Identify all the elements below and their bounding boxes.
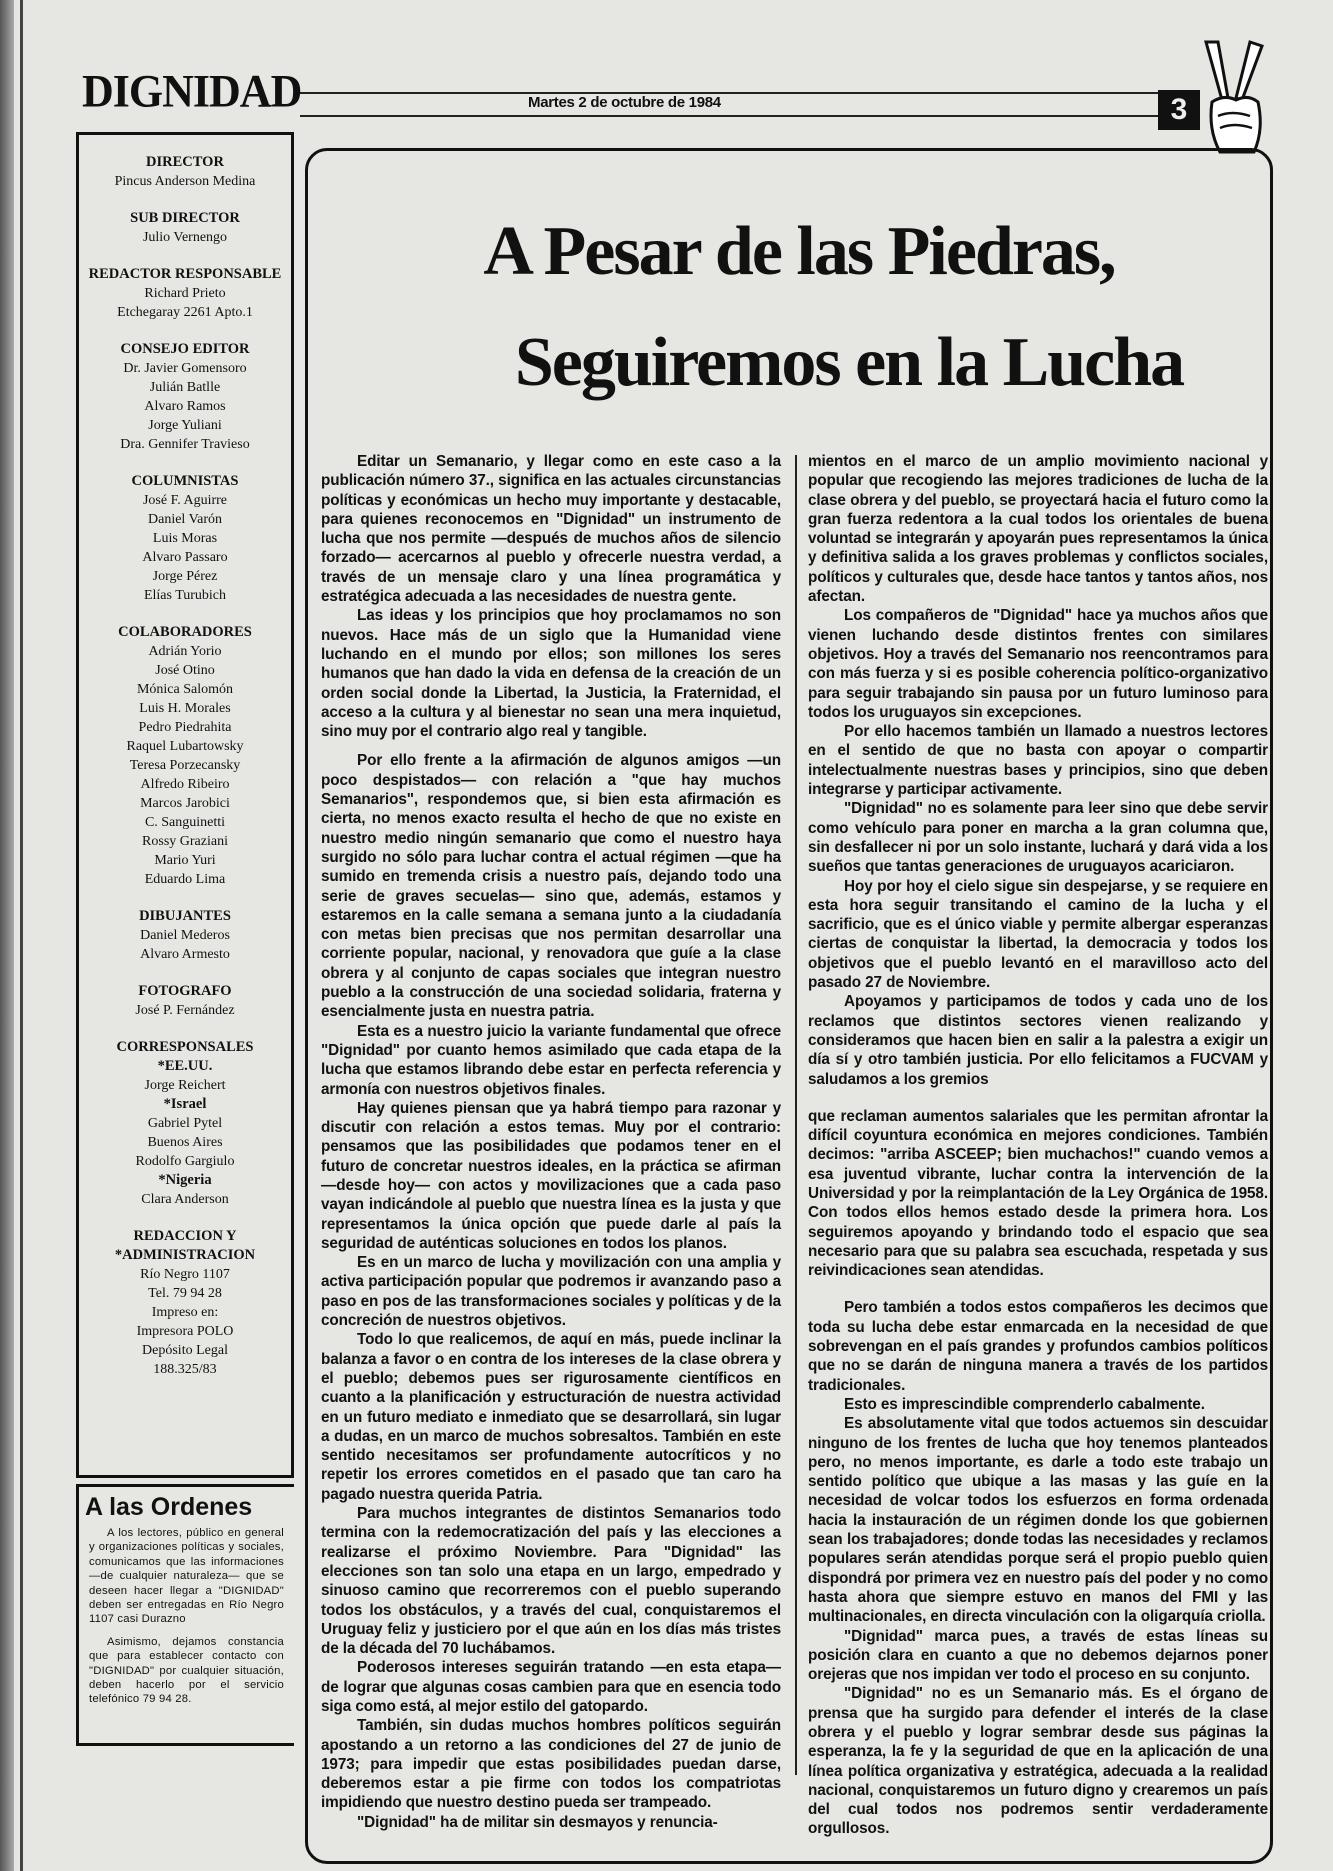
staff-name: Alvaro Passaro [142,550,228,565]
staff-name: Buenos Aires [147,1135,223,1150]
staff-group [79,1038,291,1209]
staff-name: Río Negro 1107 [140,1267,230,1282]
staff-group [79,1227,291,1379]
staff-name: Pedro Piedrahita [138,720,232,735]
staff-name: José Otino [155,663,215,678]
article-paragraph: "Dignidad" no es solamente para leer sino que debe servir como vehículo para poner en marcha a la gran columna que, sin desfallecer ni por un solo instante, luchará y dará vida a los sueños que tantas generaciones de uruguayos acariciaron. [808,800,1268,876]
staff-heading: REDACTOR RESPONSABLE [88,266,282,282]
staff-heading: DIBUJANTES [139,908,231,924]
article-paragraph: Hay quienes piensan que ya habrá tiempo para razonar y discutir con relación a estos temas. Muy por el contrario: pensamos que las posibilidades que podamos tener en el futuro de concretar nuestros ideales, en la práctica se afirman —desde hoy— con actos y movilizaciones que a cada paso vayan indicándole al pueblo que nuestra línea es la justa y que representamos la única opción que puede darle al país la seguridad de auténticas soluciones en todos los planos. [321,1099,781,1252]
staff-name: Jorge Reichert [144,1078,226,1093]
staff-name: Daniel Mederos [140,928,230,943]
scan-edge [0,0,14,1871]
staff-name: *Israel [163,1096,207,1112]
notice-box [76,1484,294,1746]
staff-group [79,623,291,889]
staff-box [76,132,294,1478]
article-paragraph: Es absolutamente vital que todos actuemos sin descuidar ninguno de los frentes de lucha que hoy tenemos planteados pero, no menos importante, es darle a todo este trabajo un sentido político que ubique a las masas y las guíe en la necesidad de volcar todos los esfuerzos en forma ordenada hacia la instauración de un régimen donde los que gobiernen sean los trabajadores; donde todas las necesidades y reclamos populares serán atendidas porque será el propio pueblo quien dispondrá por primera vez en nuestro país del poder y no como hasta ahora que siempre estuvo en manos del FMI y las multinacionales, en directa vinculación con la oligarquía criolla. [808,1415,1268,1626]
staff-name: *ADMINISTRACION [114,1247,256,1263]
article-paragraph: También, sin dudas muchos hombres políticos seguirán apostando a un retorno a las condiciones del 27 de junio de 1973; para impedir que estas posibilidades puedan darse, deberemos estar a pie firme con todos los compatriotas impidiendo que nuestro destino pueda ser trampeado. [321,1717,781,1812]
staff-name: Clara Anderson [141,1192,229,1207]
staff-heading: REDACCION Y [133,1228,237,1244]
article-paragraph: Esta es a nuestro juicio la variante fundamental que ofrece "Dignidad" por cuanto hemos asimilado que cada etapa de la lucha que estamos librando debe estar en perfecta referencia y armonía con nuestros objetivos finales. [321,1022,781,1098]
article-paragraph: Es en un marco de lucha y movilización con una amplia y activa participación popular que podremos ir avanzando paso a paso en pos de las transformaciones sociales y políticas y de la concreción de nuestros objetivos. [321,1254,781,1330]
staff-name: Alvaro Ramos [144,399,226,414]
staff-name: José P. Fernández [135,1003,235,1018]
staff-name: Depósito Legal [142,1343,228,1358]
staff-heading: CORRESPONSALES [116,1039,254,1055]
column-divider [795,455,797,1775]
staff-heading: COLUMNISTAS [131,473,239,489]
article-column-right [808,452,1268,1838]
staff-name: Alfredo Ribeiro [140,777,230,792]
staff-name: Dra. Gennifer Travieso [120,437,250,452]
staff-name: C. Sanguinetti [144,815,226,830]
staff-name: Daniel Varón [148,512,222,527]
staff-name: Alvaro Armesto [140,947,230,962]
staff-group [79,340,291,454]
staff-name: Luis Moras [152,531,218,546]
staff-name: Etchegaray 2261 Apto.1 [117,305,253,320]
staff-name: Julio Vernengo [142,230,228,245]
staff-group [79,907,291,964]
staff-name: Elías Turubich [143,588,227,603]
staff-name: Luis H. Morales [139,701,231,716]
headline-line-1: A Pesar de las Piedras, [483,213,1115,290]
staff-group [79,982,291,1020]
article-paragraph: Hoy por hoy el cielo sigue sin despejarse, y se requiere en esta hora seguir transitando el camino de la lucha y el sacrificio, que es el único viable y permite albergar esperanzas ciertas de conquistar la libertad, la democracia y todos los objetivos que el pueblo levantó en el maravilloso acto del pasado 27 de Noviembre. [808,877,1268,992]
staff-name: Richard Prieto [144,286,226,301]
article-paragraph: "Dignidad" no es un Semanario más. Es el órgano de prensa que ha surgido para defender el interés de la clase obrera y el pueblo y lograr sembrar desde sus páginas la esperanza, la fe y la seguridad de que en la aplicación de una línea política organizativa y estratégica, adecuada a la realidad nacional, conquistaremos un futuro digno y crearemos un país del cual todos nos podremos sentir verdaderamente orgullosos. [808,1685,1268,1838]
staff-group [79,209,291,247]
staff-name: Impreso en: [151,1305,219,1320]
page-number: 3 [1158,90,1200,130]
article-paragraph: Por ello frente a la afirmación de algunos amigos —un poco despistados— con relación a "que hay muchos Semanarios", respondemos que, si bien esta afirmación es cierta, no menos exacto resulta el hecho de que no existe en nuestro medio ningún semanario que como el nuestro haya surgido no sólo para luchar contra el actual régimen —que ha sumido en tremenda crisis a nuestro país, dejando todo una serie de graves secuelas— sino que, además, estamos y estaremos en la calle semana a semana junto a la ciudadanía con metas bien precisas que nos permitan desarrollar una corriente popular, nacional, y renovadora que guíe a la clase obrera y al conjunto de capas sociales que integran nuestro pueblo a la construcción de una sociedad solidaria, fraterna y esencialmente justa en nuestra patria. [321,752,781,1021]
staff-name: Gabriel Pytel [147,1116,223,1131]
staff-name: Mónica Salomón [136,682,234,697]
staff-name: Marcos Jarobici [140,796,230,811]
staff-group [79,153,291,191]
staff-name: *Nigeria [158,1172,212,1188]
staff-name: Teresa Porzecansky [129,758,241,773]
masthead-logo: DIGNIDAD [82,65,302,118]
staff-name: 188.325/83 [153,1362,217,1377]
staff-group [79,472,291,605]
staff-name: Adrián Yorio [148,644,222,659]
staff-name: Rossy Graziani [142,834,228,849]
headline-line-2: Seguiremos en la Lucha [514,324,1184,401]
article-paragraph: que reclaman aumentos salariales que les permitan afrontar la difícil coyuntura económica en mejores condiciones. También decimos: "arriba ASCEEP; bien muchachos!" cuando vemos a esa juventud vibrante, luchar contra la intervención de la Universidad y por la reimplantación de la Ley Orgánica de 1958. Con todos ellos hemos estado desde la primera hora. Los seguiremos apoyando y brindando todo el espacio que sea necesario para que su palabra sea escuchada, respetada y sus reivindicaciones sean atendidas. [808,1107,1268,1280]
staff-name: Pincus Anderson Medina [114,174,256,189]
staff-heading: DIRECTOR [146,154,224,170]
staff-group [79,265,291,322]
staff-heading: SUB DIRECTOR [130,210,240,226]
article-paragraph: Por ello hacemos también un llamado a nuestros lectores en el sentido de que no basta con apoyar o compartir intelectualmente nuestras bases y principios, sino que deben integrarse y participar activamente. [808,723,1268,799]
staff-name: Raquel Lubartowsky [126,739,244,754]
notice-title: A las Ordenes [85,1493,253,1521]
staff-name: *EE.UU. [157,1058,213,1074]
staff-name: Julián Batlle [149,380,221,395]
staff-name: Mario Yuri [154,853,216,868]
masthead-rule-bottom [300,115,1170,117]
staff-heading: FOTOGRAFO [138,983,232,999]
staff-name: Dr. Javier Gomensoro [123,361,247,376]
victory-hand-icon [1198,40,1270,158]
scan-edge-line [20,0,23,1871]
staff-name: Rodolfo Gargiulo [135,1154,235,1169]
staff-name: José F. Aguirre [142,493,228,508]
staff-name: Impresora POLO [136,1324,234,1339]
article-paragraph: Las ideas y los principios que hoy proclamamos no son nuevos. Hace más de un siglo que la Humanidad viene luchando en el mundo por ellos; son millones los seres humanos que han dado la vida en defensa de la creación de un orden social donde la Libertad, la Justicia, la Fraternidad, el acceso a la cultura y al bienestar no sean una mera inquietud, sino muy por el contrario algo real y tangible. [321,607,781,741]
article-paragraph: Esto es imprescindible comprenderlo cabalmente. [844,1395,1205,1413]
article-paragraph: Todo lo que realicemos, de aquí en más, puede inclinar la balanza a favor o en contra de los intereses de la clase obrera y el pueblo; debemos pues ser rigurosamente científicos en cuanto a la planificación y estructuración de nuestra actividad en un futuro mediato e inmediato que se desarrollará, sin lugar a dudas, en un marco de muchos sobresaltos. También en este sentido necesitamos ser profundamente autocríticos y no repetir los errores cometidos en el pasado que tan caro ha pagado nuestra querida Patria. [321,1331,781,1503]
article-paragraph: Editar un Semanario, y llegar como en este caso a la publicación número 37., significa en las actuales circunstancias políticas y económicas un hecho muy importante y destacable, para quienes reconocemos en "Dignidad" un instrumento de lucha que nos permite —después de muchos años de silencio forzado— acercarnos al pueblo y ofrecerle nuestra verdad, a través de un mensaje claro y una línea programática y estratégica adecuada a las necesidades de nuestra gente. [321,453,781,606]
staff-name: Eduardo Lima [144,872,226,887]
article-paragraph: "Dignidad" ha de militar sin desmayos y renuncia- [357,1813,718,1831]
article-paragraph: mientos en el marco de un amplio movimiento nacional y popular que recogiendo las mejores tradiciones de lucha de la clase obrera y del pueblo, se proyectará hacia el futuro como la gran fuerza redentora a la cual todos los orientales de buena voluntad se integrarán y apoyarán pues representamos la única y definitiva salida a los graves problemas y conflictos sociales, políticos y culturales que, desde hace tantos y tantos años, nos afectan. [808,453,1268,606]
article-paragraph: Apoyamos y participamos de todos y cada uno de los reclamos que distintos sectores vienen realizando y consideramos que hacen bien en salir a la palestra a exigir un día sí y otro también justicia. Por ello felicitamos a FUCVAM y saludamos a los gremios [808,993,1268,1088]
article-paragraph: "Dignidad" marca pues, a través de estas líneas su posición clara en cuanto a que no debemos dejarnos poner orejeras que nos impidan ver todo el proceso en su conjunto. [808,1627,1268,1684]
article-paragraph: Pero también a todos estos compañeros les decimos que toda su lucha debe estar enmarcada en la necesidad de que sobrevengan en el país grandes y profundos cambios políticos que no se darán de ninguna manera a través de los partidos tradicionales. [808,1299,1268,1394]
article-paragraph: Los compañeros de "Dignidad" hace ya muchos años que vienen luchando desde distintos frentes con similares objetivos. Hoy a través del Semanario nos reencontramos para con más fuerza y si es posible coherencia político-organizativo para seguir trabajando sin pausa por un futuro luminoso para todos los uruguayos sin excepciones. [808,607,1268,721]
masthead-rule-top [300,92,1170,94]
notice-paragraph: A los lectores, público en general y organizaciones políticas y sociales, comunicamos que las informaciones —de cualquier naturaleza— que se deseen hacer llegar a "DIGNIDAD" deben ser entregadas en Río Negro 1107 casi Durazno [89,1527,284,1626]
article-column-left [321,452,781,1831]
staff-heading: COLABORADORES [118,624,252,640]
notice-paragraph: Asimismo, dejamos constancia que para establecer contacto con "DIGNIDAD" por cualquier situación, deben hacerlo por el servicio telefónico 79 94 28. [89,1635,284,1706]
staff-name: Jorge Pérez [152,569,218,584]
issue-date: Martes 2 de octubre de 1984 [528,94,721,111]
staff-name: Tel. 79 94 28 [148,1286,222,1301]
staff-name: Jorge Yuliani [148,418,222,433]
article-paragraph: Poderosos intereses seguirán tratando —en esta etapa— de lograr que algunas cosas cambien para que en esencia todo siga como está, al mejor estilo del gatopardo. [321,1659,781,1715]
staff-heading: CONSEJO EDITOR [120,341,250,357]
article-paragraph: Para muchos integrantes de distintos Semanarios todo termina con la redemocratización del país y las elecciones a realizarse el próximo Noviembre. Para "Dignidad" las elecciones son tan solo una etapa en un largo, empedrado y sinuoso camino que recorreremos con el pueblo superando todos los obstáculos, y a través del cual, conquistaremos el Uruguay feliz y justiciero por el que aún en los días más tristes de la década del 70 luchábamos. [321,1505,781,1658]
